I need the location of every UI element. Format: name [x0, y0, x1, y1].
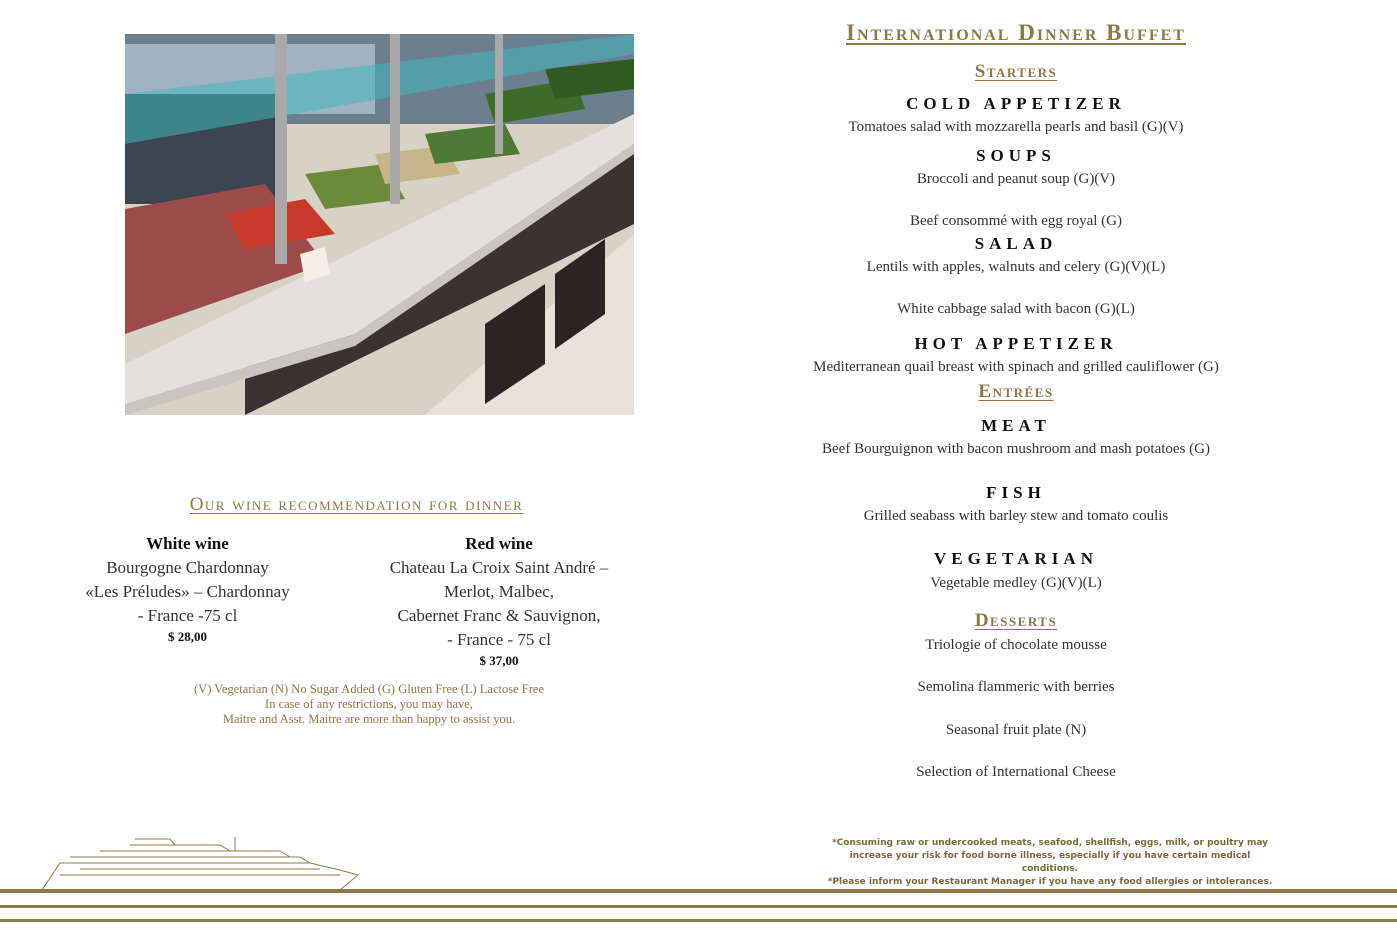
- buffet-photo: [125, 34, 634, 415]
- dish-item: Semolina flammeric with berries: [917, 679, 1115, 695]
- red-wine-line: Merlot, Malbec,: [444, 582, 554, 601]
- section-entrees: Entrées: [978, 381, 1054, 402]
- white-wine-price: $ 28,00: [168, 629, 207, 644]
- red-wine-line: Chateau La Croix Saint André –: [389, 558, 609, 577]
- dish-item: Broccoli and peanut soup (G)(V): [916, 171, 1116, 187]
- buffet-photo-art: [125, 34, 634, 415]
- bottom-rule: [0, 889, 1397, 893]
- category-fish: FISH: [986, 483, 1046, 502]
- dish-item: Triologie of chocolate mousse: [925, 637, 1107, 653]
- red-wine-column: [365, 532, 633, 670]
- category-salad: SALAD: [974, 234, 1058, 253]
- dish-item: Vegetable medley (G)(V)(L): [930, 575, 1102, 591]
- red-wine-line: - France - 75 cl: [447, 630, 551, 649]
- category-cold-appetizer: COLD APPETIZER: [906, 94, 1126, 113]
- dish-item: Beef consommé with egg royal (G): [909, 213, 1123, 229]
- legend-line: In case of any restrictions, you may have,: [265, 697, 473, 711]
- white-wine-line: Bourgogne Chardonnay: [106, 558, 269, 577]
- category-soups: SOUPS: [976, 146, 1056, 165]
- bottom-rule: [0, 919, 1397, 922]
- dish-item: Tomatoes salad with mozzarella pearls and basil (G)(V): [848, 119, 1184, 135]
- dietary-legend: [80, 682, 658, 727]
- dish-item: Mediterranean quail breast with spinach and grilled cauliflower (G): [813, 359, 1219, 375]
- category-vegetarian: VEGETARIAN: [934, 549, 1098, 568]
- red-wine-line: Cabernet Franc & Sauvignon,: [397, 606, 601, 625]
- disclaimer-line: *Consuming raw or undercooked meats, seafood, shellfish, eggs, milk, or poultry may: [832, 838, 1268, 848]
- legend-line: (V) Vegetarian (N) No Sugar Added (G) Gluten Free (L) Lactose Free: [194, 682, 544, 696]
- disclaimer-line: *Please inform your Restaurant Manager if you have any food allergies or intolerances.: [827, 877, 1273, 887]
- category-hot-appetizer: HOT APPETIZER: [914, 334, 1118, 353]
- white-wine-heading: White wine: [146, 534, 229, 553]
- dish-item: Grilled seabass with barley stew and tomato coulis: [863, 508, 1169, 524]
- dish-item: Lentils with apples, walnuts and celery (G)(V)(L): [866, 259, 1166, 275]
- disclaimer-line: increase your risk for food borne illness, especially if you have certain medical conditions.: [849, 851, 1251, 874]
- food-safety-disclaimer: [820, 837, 1280, 889]
- category-meat: MEAT: [981, 416, 1051, 435]
- dish-item: Selection of International Cheese: [916, 764, 1116, 780]
- bottom-rule: [0, 905, 1397, 908]
- white-wine-line: «Les Préludes» – Chardonnay: [85, 582, 290, 601]
- ship-icon: [40, 835, 360, 895]
- dish-item: White cabbage salad with bacon (G)(L): [897, 301, 1135, 317]
- dish-item: Seasonal fruit plate (N): [945, 722, 1087, 738]
- white-wine-line: - France -75 cl: [137, 606, 238, 625]
- red-wine-price: $ 37,00: [479, 653, 519, 668]
- wine-section-title: Our wine recommendation for dinner: [189, 494, 524, 515]
- section-desserts: Desserts: [974, 610, 1058, 631]
- legend-line: Maitre and Asst. Maitre are more than happy to assist you.: [222, 712, 516, 726]
- section-starters: Starters: [974, 61, 1058, 82]
- white-wine-column: [60, 532, 315, 646]
- red-wine-heading: Red wine: [465, 534, 533, 553]
- menu-title: International Dinner Buffet: [846, 20, 1186, 45]
- dish-item: Beef Bourguignon with bacon mushroom and mash potatoes (G): [822, 441, 1210, 457]
